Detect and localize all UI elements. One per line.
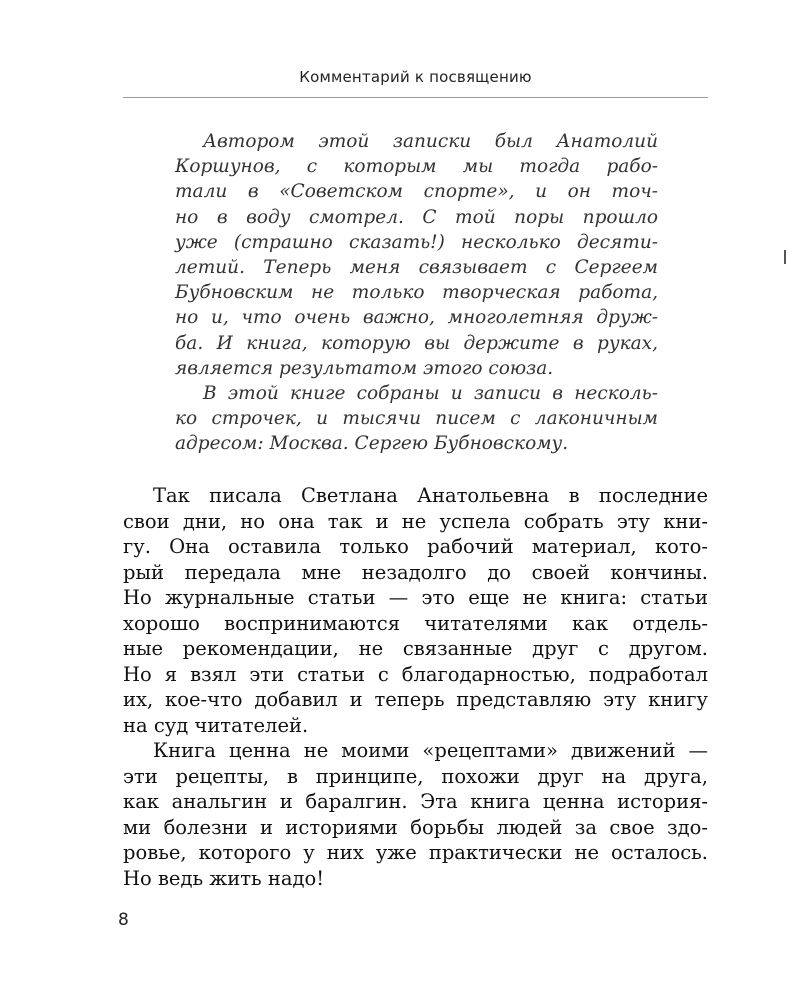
header-divider: [123, 97, 708, 98]
body-line: рый передала мне незадолго до своей кончины.: [123, 560, 708, 584]
body-line: на суд читателей.: [123, 713, 309, 737]
body-line: свои дни, но она так и не успела собрать эту кни-: [123, 509, 708, 533]
body-text: [123, 483, 708, 891]
body-line: как анальгин и баралгин. Эта книга ценна история-: [123, 790, 708, 813]
body-line: ровье, которого у них уже практически не осталось.: [123, 841, 708, 864]
quote-line: но и, что очень важно, многолетняя друж-: [175, 307, 658, 329]
body-line: Но я взял эти статьи с благодарностью, подработал: [123, 662, 708, 686]
body-line: их, кое-что добавил и теперь представляю эту книгу: [123, 688, 708, 711]
quote-line: уже (страшно сказать!) несколько десяти-: [175, 231, 658, 253]
page-edge-mark: [784, 250, 786, 264]
body-line: эти рецепты, в принципе, похожи друг на друга,: [123, 764, 708, 788]
body-line: Так писала Светлана Анатольевна в последние: [153, 484, 708, 507]
quote-line: ко строчек, и тысячи писем с лаконичным: [175, 408, 658, 430]
body-line: ми болезни и историями борьбы людей за свое здо-: [123, 815, 708, 839]
quote-line: В этой книге собраны и записи в несколь-: [203, 382, 658, 404]
body-line: Но журнальные статьи — это еще не книга: статьи: [123, 586, 708, 609]
body-line: хорошо воспринимаются читателями как отдель-: [123, 611, 708, 635]
quote-line: но в воду смотрел. С той поры прошло: [175, 206, 658, 228]
quote-line: тали в «Советском спорте», и он точ-: [175, 181, 658, 203]
body-line: гу. Она оставила только рабочий материал, кото-: [123, 535, 708, 558]
quote-line: Автором этой записки был Анатолий: [203, 131, 658, 152]
page-number: 8: [118, 910, 129, 930]
quoted-note: [175, 129, 658, 456]
quote-line: является результатом этого союза.: [175, 357, 554, 379]
quote-line: Бубновским не только творческая работа,: [175, 282, 658, 304]
quote-line: адресом: Москва. Сергею Бубновскому.: [175, 433, 569, 455]
running-head: Комментарий к посвящению: [299, 68, 532, 86]
body-line: Книга ценна не моими «рецептами» движений —: [153, 739, 708, 762]
quote-line: ба. И книга, которую вы держите в руках,: [175, 332, 658, 354]
quote-line: Коршунов, с которым мы тогда рабо-: [175, 156, 658, 178]
body-line: Но ведь жить надо!: [123, 866, 325, 890]
body-line: ные рекомендации, не связанные друг с другом.: [123, 637, 708, 660]
quote-line: летий. Теперь меня связывает с Сергеем: [175, 256, 658, 278]
